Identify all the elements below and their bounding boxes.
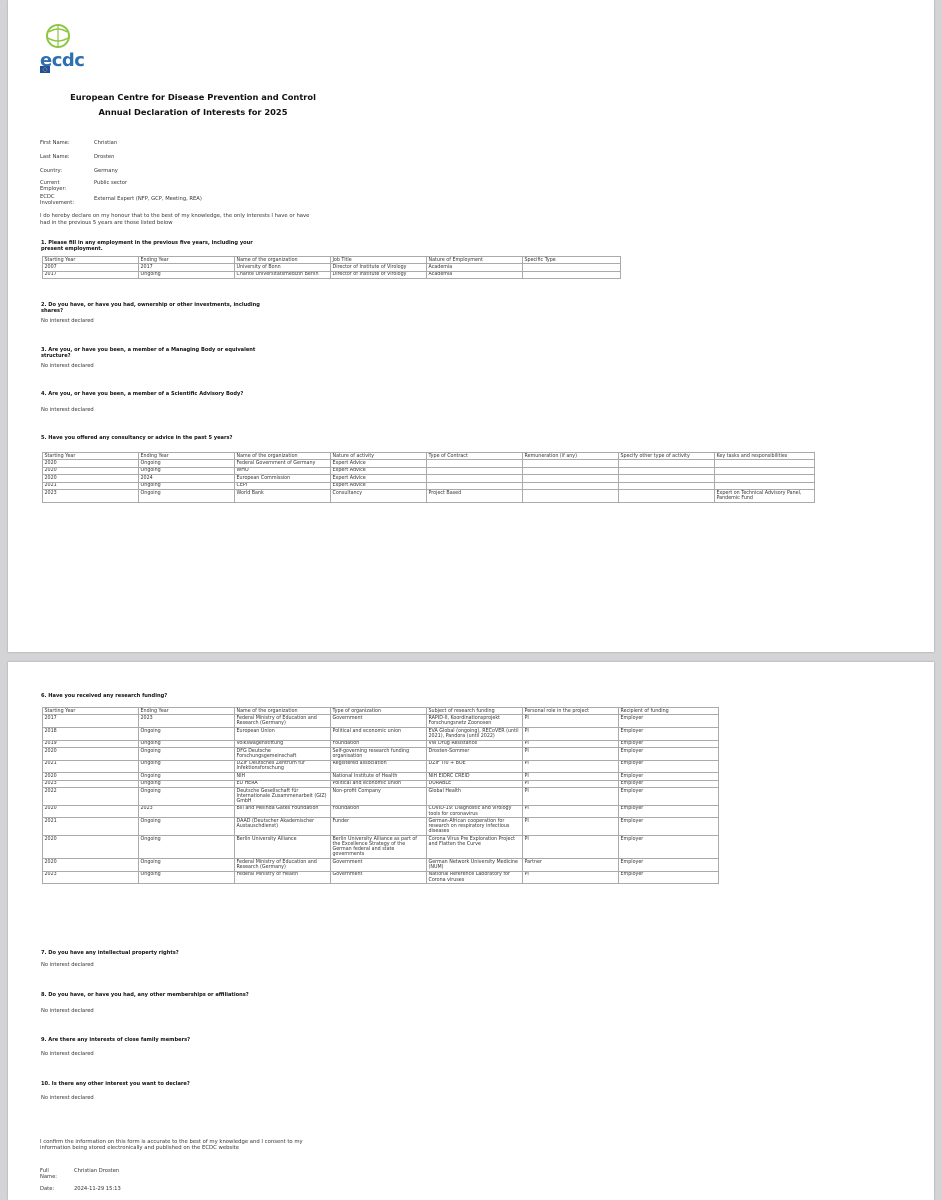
table-cell: 2020: [43, 773, 139, 780]
table-row: [43, 727, 719, 740]
no-interest-q2: No interest declared: [41, 318, 94, 324]
field-value: Christian Drosten: [74, 1168, 120, 1174]
field-label: Country:: [40, 168, 62, 174]
table-cell: Employer: [619, 871, 719, 884]
table-cell: [523, 460, 619, 467]
header-cell: Specific Type: [523, 257, 621, 264]
header-cell: Starting Year: [43, 708, 139, 715]
table-cell: [619, 460, 715, 467]
table-cell: Project Based: [427, 489, 523, 502]
field-value: Christian: [94, 140, 118, 146]
document-page-2: [8, 662, 934, 1200]
table-row: [43, 780, 719, 787]
table-header-row: [43, 453, 815, 460]
table-cell: European Commission: [235, 475, 331, 482]
table-row: [43, 460, 815, 467]
table-cell: DZIF TI0 + BOE: [427, 760, 523, 773]
question-4: 4. Are you, or have you been, a member of a Scientific Advisory Body?: [41, 391, 244, 397]
field-label: Last Name:: [40, 154, 70, 160]
table-cell: PI: [523, 727, 619, 740]
table-row: [43, 836, 719, 859]
table-cell: [715, 467, 815, 474]
table-cell: PI: [523, 773, 619, 780]
table-cell: PI: [523, 747, 619, 760]
table-cell: [427, 475, 523, 482]
no-interest-q10: No interest declared: [41, 1095, 94, 1101]
table-cell: Ongoing: [139, 489, 235, 502]
table-cell: Federal Government of Germany: [235, 460, 331, 467]
table-cell: Political and economic union: [331, 727, 427, 740]
table-row: [43, 715, 719, 728]
table-cell: 2022: [43, 787, 139, 805]
table-cell: [523, 467, 619, 474]
header-cell: Ending Year: [139, 453, 235, 460]
declaration-intro: I do hereby declare on my honour that to the best of my knowledge, the only interests I have or have had in the previous 5 years are those listed below: [40, 213, 310, 226]
field-label: Date:: [40, 1186, 55, 1192]
header-cell: Recipient of funding: [619, 708, 719, 715]
no-interest-q4: No interest declared: [41, 407, 94, 413]
header-cell: Subject of research funding: [427, 708, 523, 715]
table-cell: 2020: [43, 460, 139, 467]
question-5: 5. Have you offered any consultancy or advice in the past 5 years?: [41, 435, 233, 441]
table-cell: Federal Ministry of Education and Research (Germany): [235, 859, 331, 872]
header-cell: Name of the organization: [235, 453, 331, 460]
field-value: Drosten: [94, 154, 115, 160]
field-value: External Expert (NFP, GCP, Meeting, REA): [94, 196, 202, 202]
table-cell: 2017: [43, 715, 139, 728]
table-cell: Ongoing: [139, 773, 235, 780]
table-cell: 2007: [43, 264, 139, 271]
table-cell: World Bank: [235, 489, 331, 502]
table-row: [43, 760, 719, 773]
table-cell: 2021: [43, 760, 139, 773]
table-cell: [715, 460, 815, 467]
table-cell: Federal Ministry of Health: [235, 871, 331, 884]
table-cell: [619, 467, 715, 474]
table-cell: Federal Ministry of Education and Research (Germany): [235, 715, 331, 728]
table-cell: 2023: [43, 780, 139, 787]
header-cell: Ending Year: [139, 708, 235, 715]
employment-table: [42, 256, 621, 279]
table-cell: Consultancy: [331, 489, 427, 502]
table-cell: Funder: [331, 818, 427, 836]
table-cell: [619, 475, 715, 482]
document-page-1: [8, 0, 934, 652]
table-cell: COVID-19: Diagnostic and virology tools for coronavirus: [427, 805, 523, 818]
question-6: 6. Have you received any research funding?: [41, 693, 168, 699]
table-cell: Charite Universitätsmedizin Berlin: [235, 271, 331, 278]
table-cell: 2017: [139, 264, 235, 271]
table-row: [43, 475, 815, 482]
header-cell: Starting Year: [43, 453, 139, 460]
table-cell: Ongoing: [139, 760, 235, 773]
table-cell: [427, 460, 523, 467]
table-row: [43, 747, 719, 760]
header-cell: Personal role in the project: [523, 708, 619, 715]
table-cell: Ongoing: [139, 747, 235, 760]
table-cell: Employer: [619, 787, 719, 805]
consultancy-table: [42, 452, 815, 503]
table-cell: 2023: [139, 805, 235, 818]
title-block: [48, 92, 338, 117]
table-cell: Bill and Melinda Gates Foundation: [235, 805, 331, 818]
table-cell: Ongoing: [139, 740, 235, 747]
table-row: [43, 489, 815, 502]
table-row: [43, 271, 621, 278]
table-cell: Employer: [619, 747, 719, 760]
table-cell: Employer: [619, 760, 719, 773]
table-cell: Government: [331, 715, 427, 728]
question-2: 2. Do you have, or have you had, ownership or other investments, including shares?: [41, 302, 260, 314]
table-cell: Director of Institute of Virology: [331, 264, 427, 271]
table-cell: Employer: [619, 836, 719, 859]
logo-text: ecdc: [40, 50, 85, 71]
table-cell: 2019: [43, 740, 139, 747]
table-cell: 2023: [43, 871, 139, 884]
table-cell: PI: [523, 787, 619, 805]
table-row: [43, 805, 719, 818]
table-cell: Berlin University Alliance: [235, 836, 331, 859]
table-cell: Ongoing: [139, 787, 235, 805]
table-row: [43, 787, 719, 805]
ecdc-logo: [36, 22, 100, 78]
question-3: 3. Are you, or have you been, a member of a Managing Body or equivalent structure?: [41, 347, 256, 359]
table-cell: Registered association: [331, 760, 427, 773]
table-cell: European Union: [235, 727, 331, 740]
table-cell: 2017: [43, 271, 139, 278]
header-cell: Remuneration (if any): [523, 453, 619, 460]
table-cell: Employer: [619, 740, 719, 747]
table-cell: [523, 482, 619, 489]
table-cell: German Network University Medicine (NUM): [427, 859, 523, 872]
table-cell: Expert on Technical Advisory Panel, Pandemic Fund: [715, 489, 815, 502]
table-cell: Political and economic union: [331, 780, 427, 787]
no-interest-q9: No interest declared: [41, 1051, 94, 1057]
header-cell: Name of the organization: [235, 257, 331, 264]
table-cell: Ongoing: [139, 467, 235, 474]
table-cell: Ongoing: [139, 871, 235, 884]
table-cell: Berlin University Alliance as part of the Excellence Strategy of the German federal and state governments: [331, 836, 427, 859]
table-cell: Ongoing: [139, 727, 235, 740]
table-cell: 2023: [43, 489, 139, 502]
table-cell: Academia: [427, 264, 523, 271]
table-cell: Ongoing: [139, 460, 235, 467]
field-label: First Name:: [40, 140, 70, 146]
table-cell: Deutsche Gesellschaft für Internationale Zusammenarbeit (GIZ) GmbH: [235, 787, 331, 805]
table-cell: 2020: [43, 805, 139, 818]
table-cell: [523, 489, 619, 502]
table-cell: Academia: [427, 271, 523, 278]
table-row: [43, 859, 719, 872]
table-cell: Ongoing: [139, 836, 235, 859]
table-cell: [523, 475, 619, 482]
field-label: Full Name:: [40, 1168, 58, 1180]
table-row: [43, 740, 719, 747]
table-cell: NIH: [235, 773, 331, 780]
header-cell: Type of organization: [331, 708, 427, 715]
header-cell: Job Title: [331, 257, 427, 264]
field-label: Current Employer:: [40, 180, 67, 192]
table-row: [43, 818, 719, 836]
table-cell: PI: [523, 871, 619, 884]
table-cell: 2020: [43, 859, 139, 872]
table-cell: DURABLE: [427, 780, 523, 787]
table-cell: PI: [523, 818, 619, 836]
table-cell: [427, 482, 523, 489]
table-cell: Volkswagenstiftung: [235, 740, 331, 747]
table-cell: [619, 482, 715, 489]
table-cell: Expert Advice: [331, 475, 427, 482]
table-cell: Employer: [619, 727, 719, 740]
table-cell: Director of Institute of Virology: [331, 271, 427, 278]
table-cell: PI: [523, 740, 619, 747]
table-row: [43, 871, 719, 884]
question-7: 7. Do you have any intellectual property rights?: [41, 950, 179, 956]
table-cell: RAPID-II, Koordinationsprojekt Forschungsnetz Zoonosen: [427, 715, 523, 728]
header-cell: Type of Contract: [427, 453, 523, 460]
table-cell: Ongoing: [139, 859, 235, 872]
table-cell: Self-governing research funding organisation: [331, 747, 427, 760]
table-cell: Corona Virus Pre Exploration Project and Flatten the Curve: [427, 836, 523, 859]
header-cell: Nature of Employment: [427, 257, 523, 264]
table-cell: Ongoing: [139, 482, 235, 489]
table-cell: [427, 467, 523, 474]
table-cell: 2021: [43, 818, 139, 836]
table-cell: Government: [331, 871, 427, 884]
table-cell: DFG Deutsche Forschungsgemeinschaft: [235, 747, 331, 760]
question-1: 1. Please fill in any employment in the previous five years, including your present employment.: [41, 240, 253, 252]
table-cell: 2021: [43, 482, 139, 489]
field-value: Germany: [94, 168, 118, 174]
table-row: [43, 264, 621, 271]
table-cell: 2018: [43, 727, 139, 740]
table-cell: 2020: [43, 475, 139, 482]
table-cell: DAAD (Deutscher Akademischer Austauschdienst): [235, 818, 331, 836]
table-cell: [715, 475, 815, 482]
no-interest-q7: No interest declared: [41, 962, 94, 968]
header-cell: Specify other type of activity: [619, 453, 715, 460]
field-value: 2024-11-29 15:13: [74, 1186, 121, 1192]
field-value: Public sector: [94, 180, 128, 186]
question-10: 10. Is there any other interest you want to declare?: [41, 1081, 190, 1087]
table-cell: DZIF Deutsches Zentrum für Infektionsforschung: [235, 760, 331, 773]
table-cell: [523, 264, 621, 271]
table-cell: Global Health: [427, 787, 523, 805]
header-cell: Key tasks and responsibilities: [715, 453, 815, 460]
table-row: [43, 467, 815, 474]
table-cell: 2023: [139, 715, 235, 728]
header-cell: Name of the organization: [235, 708, 331, 715]
table-cell: Employer: [619, 773, 719, 780]
question-9: 9. Are there any interests of close family members?: [41, 1037, 191, 1043]
table-cell: [523, 271, 621, 278]
table-cell: 2020: [43, 467, 139, 474]
table-cell: German-African cooperation for research on respiratory infectious diseases: [427, 818, 523, 836]
table-cell: PI: [523, 715, 619, 728]
table-cell: Foundation: [331, 805, 427, 818]
header-cell: Starting Year: [43, 257, 139, 264]
table-cell: [715, 482, 815, 489]
table-cell: Non-profit Company: [331, 787, 427, 805]
confirmation-text: I confirm the information on this form is accurate to the best of my knowledge and I consent to my information being stored electronically and published on the ECDC website: [40, 1139, 303, 1151]
table-cell: Drosten-Sommer: [427, 747, 523, 760]
header-cell: Nature of activity: [331, 453, 427, 460]
table-cell: Foundation: [331, 740, 427, 747]
table-cell: National Reference Laboratory for Corona viruses: [427, 871, 523, 884]
no-interest-q8: No interest declared: [41, 1008, 94, 1014]
table-row: [43, 482, 815, 489]
no-interest-q3: No interest declared: [41, 363, 94, 369]
question-8: 8. Do you have, or have you had, any other memberships or affiliations?: [41, 992, 249, 998]
table-cell: CEPI: [235, 482, 331, 489]
table-cell: 2024: [139, 475, 235, 482]
table-row: [43, 773, 719, 780]
table-cell: EVA Global (ongoing), RECoVER (until 2021), Pandora (until 2022): [427, 727, 523, 740]
table-cell: Expert Advice: [331, 482, 427, 489]
table-cell: EU HERA: [235, 780, 331, 787]
table-header-row: [43, 257, 621, 264]
table-cell: National Institute of Health: [331, 773, 427, 780]
table-cell: Expert Advice: [331, 460, 427, 467]
table-cell: [619, 489, 715, 502]
table-cell: Employer: [619, 780, 719, 787]
table-cell: Employer: [619, 818, 719, 836]
table-cell: Employer: [619, 859, 719, 872]
table-cell: NIH EIDRC CREID: [427, 773, 523, 780]
table-cell: Employer: [619, 715, 719, 728]
header-cell: Ending Year: [139, 257, 235, 264]
field-label: ECDC Involvement:: [40, 194, 75, 206]
table-cell: Ongoing: [139, 818, 235, 836]
table-cell: VW Drug Resistance: [427, 740, 523, 747]
table-cell: Employer: [619, 805, 719, 818]
research-funding-table: [42, 707, 719, 884]
table-cell: Ongoing: [139, 780, 235, 787]
table-cell: 2020: [43, 836, 139, 859]
table-cell: 2020: [43, 747, 139, 760]
table-cell: WHO: [235, 467, 331, 474]
table-cell: PI: [523, 780, 619, 787]
table-cell: Ongoing: [139, 271, 235, 278]
table-cell: Expert Advice: [331, 467, 427, 474]
table-header-row: [43, 708, 719, 715]
table-cell: PI: [523, 760, 619, 773]
table-cell: Government: [331, 859, 427, 872]
table-cell: PI: [523, 836, 619, 859]
form-title: Annual Declaration of Interests for 2025: [98, 107, 288, 117]
org-name: European Centre for Disease Prevention and Control: [70, 92, 316, 102]
table-cell: PI: [523, 805, 619, 818]
table-cell: University of Bonn: [235, 264, 331, 271]
table-cell: Partner: [523, 859, 619, 872]
